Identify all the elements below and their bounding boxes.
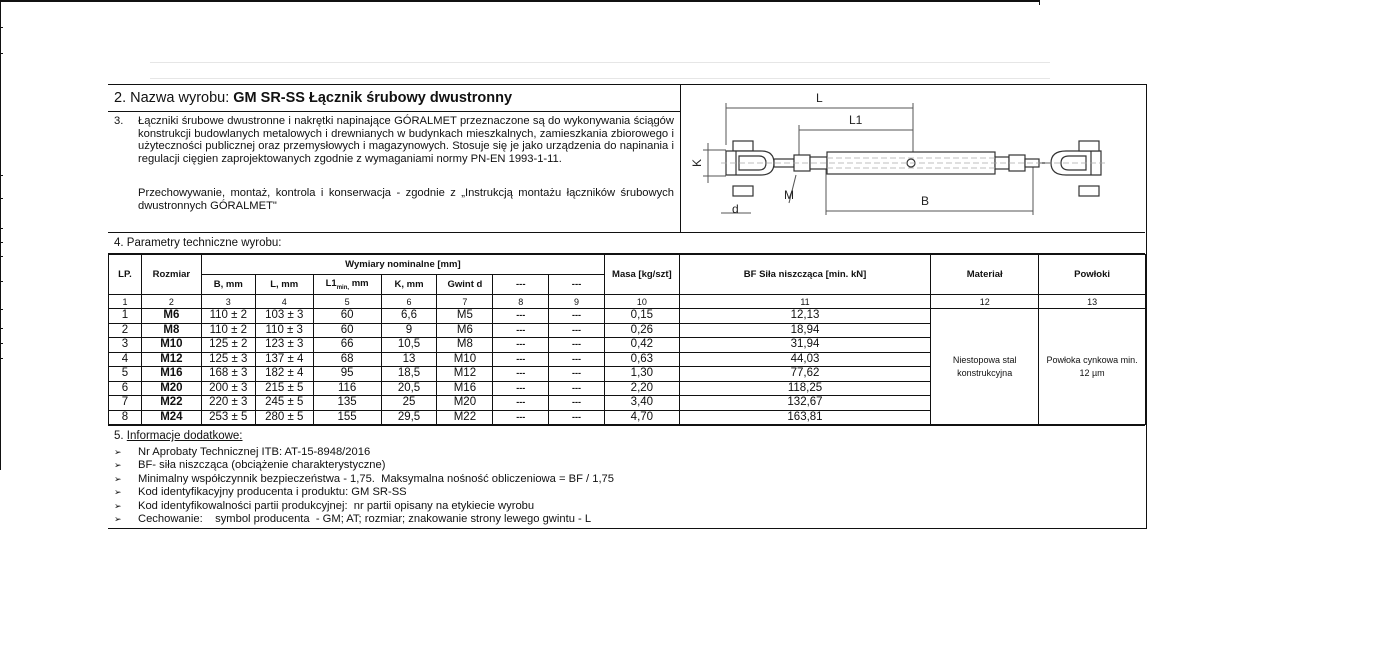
cell-lp: 7 xyxy=(109,396,142,411)
cell-b: 168 ± 3 xyxy=(201,367,255,382)
arrowhead-bullet-icon: ➢ xyxy=(114,500,122,511)
cell-col8: --- xyxy=(493,396,549,411)
product-name-section xyxy=(108,85,680,112)
left-tick xyxy=(0,309,3,310)
cell-col8: --- xyxy=(493,367,549,382)
left-tick xyxy=(0,27,3,28)
cell-lp: 2 xyxy=(109,323,142,338)
header-coating: Powłoki xyxy=(1039,255,1146,295)
product-name: GM SR-SS Łącznik śrubowy dwustronny xyxy=(233,90,513,106)
cell-size: M24 xyxy=(141,410,201,425)
header-size: Rozmiar xyxy=(141,255,201,295)
cell-mass: 2,20 xyxy=(604,381,679,396)
cell-bf: 31,94 xyxy=(679,338,930,353)
info-list-item xyxy=(108,459,614,472)
cell-l1: 60 xyxy=(313,309,381,324)
cell-size: M6 xyxy=(141,309,201,324)
cell-mass: 0,26 xyxy=(604,323,679,338)
header-mass: Masa [kg/szt] xyxy=(604,255,679,295)
cell-col9: --- xyxy=(549,410,605,425)
cell-mass: 0,42 xyxy=(604,338,679,353)
cell-lp: 6 xyxy=(109,381,142,396)
header-col9: --- xyxy=(549,275,605,295)
cell-mass: 0,63 xyxy=(604,352,679,367)
column-number: 5 xyxy=(313,295,381,309)
faint-scan-line xyxy=(150,78,1050,79)
section-title: 4. Parametry techniczne wyrobu: xyxy=(114,237,282,249)
cell-thread: M6 xyxy=(437,323,493,338)
page-left-border xyxy=(0,0,1,470)
cell-col9: --- xyxy=(549,338,605,353)
cell-l1: 155 xyxy=(313,410,381,425)
cell-l: 215 ± 5 xyxy=(255,381,313,396)
turnbuckle-drawing xyxy=(681,85,1145,232)
info-text: Kod identyfikowalności partii produkcyjnej: nr partii opisany na etykiecie wyrobu xyxy=(138,499,535,512)
cell-size: M12 xyxy=(141,352,201,367)
info-list-item xyxy=(108,513,614,526)
header-thread: Gwint d xyxy=(437,275,493,295)
cell-bf: 118,25 xyxy=(679,381,930,396)
left-tick xyxy=(0,358,3,359)
table-header-row xyxy=(109,255,1146,275)
header-l1-sub: min, xyxy=(336,284,350,291)
cell-k: 20,5 xyxy=(381,381,437,396)
left-tick xyxy=(0,256,3,257)
cell-col8: --- xyxy=(493,338,549,353)
cell-col8: --- xyxy=(493,309,549,324)
cell-b: 200 ± 3 xyxy=(201,381,255,396)
cell-size: M20 xyxy=(141,381,201,396)
section-title-text: Informacje dodatkowe: xyxy=(126,430,243,442)
header-l1-unit: mm xyxy=(349,278,369,290)
cell-size: M8 xyxy=(141,323,201,338)
right-nut xyxy=(1079,186,1099,196)
cell-k: 13 xyxy=(381,352,437,367)
cell-mass: 3,40 xyxy=(604,396,679,411)
arrowhead-bullet-icon: ➢ xyxy=(114,513,122,524)
cell-lp: 4 xyxy=(109,352,142,367)
technical-parameters-section xyxy=(108,232,1145,254)
arrowhead-bullet-icon: ➢ xyxy=(114,487,122,498)
left-bolt-head xyxy=(733,141,753,151)
cell-l: 280 ± 5 xyxy=(255,410,313,425)
left-tick xyxy=(0,228,3,229)
storage-paragraph: Przechowywanie, montaż, kontrola i konserwacja - zgodnie z „Instrukcją montażu łączników śrubowych dwustronnych GÓRALMET" xyxy=(138,187,674,212)
info-list-item xyxy=(108,486,614,499)
cell-l1: 60 xyxy=(313,323,381,338)
header-material: Materiał xyxy=(931,255,1039,295)
cell-l: 123 ± 3 xyxy=(255,338,313,353)
cell-l1: 68 xyxy=(313,352,381,367)
product-name-prefix: 2. Nazwa wyrobu: xyxy=(114,90,234,106)
column-number: 3 xyxy=(201,295,255,309)
cell-l: 182 ± 4 xyxy=(255,367,313,382)
cell-b: 220 ± 3 xyxy=(201,396,255,411)
label-K: K xyxy=(690,158,704,167)
cell-size: M16 xyxy=(141,367,201,382)
cell-l1: 135 xyxy=(313,396,381,411)
faint-scan-line xyxy=(150,62,1050,63)
cell-thread: M22 xyxy=(437,410,493,425)
arrowhead-bullet-icon: ➢ xyxy=(114,447,122,457)
info-text: Cechowanie: symbol producenta - GM; AT; rozmiar; znakowanie strony lewego gwintu - L xyxy=(138,512,592,525)
cell-bf: 77,62 xyxy=(679,367,930,382)
column-number: 10 xyxy=(604,295,679,309)
section-number: 3. xyxy=(114,115,124,127)
cell-k: 25 xyxy=(381,396,437,411)
parameters-table xyxy=(108,254,1146,425)
cell-b: 253 ± 5 xyxy=(201,410,255,425)
cell-col8: --- xyxy=(493,381,549,396)
product-description-section xyxy=(108,112,680,232)
cell-col9: --- xyxy=(549,396,605,411)
cell-thread: M20 xyxy=(437,396,493,411)
cell-mass: 0,15 xyxy=(604,309,679,324)
cell-size: M10 xyxy=(141,338,201,353)
header-k: K, mm xyxy=(381,275,437,295)
table-row xyxy=(109,309,1146,324)
cell-lp: 5 xyxy=(109,367,142,382)
cell-b: 125 ± 3 xyxy=(201,352,255,367)
cell-size: M22 xyxy=(141,396,201,411)
cell-k: 9 xyxy=(381,323,437,338)
header-l: L, mm xyxy=(255,275,313,295)
cell-bf: 163,81 xyxy=(679,410,930,425)
section-title xyxy=(114,430,243,442)
left-tick xyxy=(0,53,3,54)
product-sheet xyxy=(108,84,1147,529)
info-list-item xyxy=(108,473,614,486)
column-number: 8 xyxy=(493,295,549,309)
column-number: 12 xyxy=(931,295,1039,309)
cell-thread: M8 xyxy=(437,338,493,353)
cell-bf: 12,13 xyxy=(679,309,930,324)
header-col8: --- xyxy=(493,275,549,295)
cell-k: 10,5 xyxy=(381,338,437,353)
info-list xyxy=(108,446,614,526)
cell-k: 18,5 xyxy=(381,367,437,382)
cell-l: 245 ± 5 xyxy=(255,396,313,411)
left-tick xyxy=(0,198,3,199)
cell-mass: 4,70 xyxy=(604,410,679,425)
header-dimensions: Wymiary nominalne [mm] xyxy=(201,255,604,275)
section-number: 5. xyxy=(114,430,127,442)
label-B: B xyxy=(921,194,930,208)
info-text: Kod identyfikacyjny producenta i produktu: GM SR-SS xyxy=(138,486,407,499)
additional-info-section xyxy=(108,425,1145,531)
cell-l1: 95 xyxy=(313,367,381,382)
cell-k: 6,6 xyxy=(381,309,437,324)
cell-col8: --- xyxy=(493,410,549,425)
header-l1-main: L1 xyxy=(325,278,337,290)
info-list-item xyxy=(108,500,614,513)
cell-k: 29,5 xyxy=(381,410,437,425)
column-number: 11 xyxy=(679,295,930,309)
cell-l: 137 ± 4 xyxy=(255,352,313,367)
cell-thread: M16 xyxy=(437,381,493,396)
info-list-item xyxy=(108,446,614,459)
cell-b: 110 ± 2 xyxy=(201,309,255,324)
cell-thread: M12 xyxy=(437,367,493,382)
left-tick xyxy=(0,175,3,176)
turnbuckle-technical-drawing xyxy=(681,85,1145,232)
cell-col8: --- xyxy=(493,352,549,367)
label-d: d xyxy=(732,202,739,216)
cell-l1: 66 xyxy=(313,338,381,353)
cell-col9: --- xyxy=(549,309,605,324)
cell-thread: M5 xyxy=(437,309,493,324)
cell-l1: 116 xyxy=(313,381,381,396)
page-top-border-tick xyxy=(1039,0,1040,5)
cell-bf: 132,67 xyxy=(679,396,930,411)
header-lp: LP. xyxy=(109,255,142,295)
cell-col9: --- xyxy=(549,352,605,367)
label-L: L xyxy=(816,91,823,105)
cell-thread: M10 xyxy=(437,352,493,367)
column-number-row xyxy=(109,295,1146,309)
left-tick xyxy=(0,242,3,243)
page-top-border xyxy=(0,0,1040,2)
column-number: 1 xyxy=(109,295,142,309)
label-M: M xyxy=(784,188,794,202)
cell-lp: 1 xyxy=(109,309,142,324)
left-tick xyxy=(0,281,3,282)
right-bolt-head xyxy=(1079,141,1099,151)
info-text: BF- siła niszcząca (obciążenie charakterystyczne) xyxy=(138,459,386,472)
material-value: Niestopowa stal konstrukcyjna xyxy=(931,309,1039,425)
header-bf: BF Siła niszcząca [min. kN] xyxy=(679,255,930,295)
label-L1: L1 xyxy=(849,113,863,127)
cell-mass: 1,30 xyxy=(604,367,679,382)
column-number: 9 xyxy=(549,295,605,309)
column-number: 7 xyxy=(437,295,493,309)
column-number: 13 xyxy=(1039,295,1146,309)
left-tick xyxy=(0,343,3,344)
cell-bf: 44,03 xyxy=(679,352,930,367)
description-paragraph: Łączniki śrubowe dwustronne i nakrętki napinające GÓRALMET przeznaczone są do wykonywania ściągów konstrukcji budowlanych metalowych i drewnianych w budynkach mieszkalnych, zamieszkania zbiorowego i użyteczności publicznej oraz przemysłowych i magazynowych. Stosuje się je jako urządzenia do napinania i regulacji cięgien zaprojektowanych zgodnie z wymaganiami normy PN-EN 1993-1-11. xyxy=(138,115,674,165)
info-text: Nr Aprobaty Technicznej ITB: AT-15-8948/2016 xyxy=(138,446,371,458)
cell-col9: --- xyxy=(549,381,605,396)
cell-lp: 3 xyxy=(109,338,142,353)
arrowhead-bullet-icon: ➢ xyxy=(114,473,122,484)
cell-b: 110 ± 2 xyxy=(201,323,255,338)
cell-col8: --- xyxy=(493,323,549,338)
header-l1 xyxy=(313,275,381,295)
coating-value: Powłoka cynkowa min. 12 µm xyxy=(1039,309,1146,425)
column-number: 2 xyxy=(141,295,201,309)
cell-col9: --- xyxy=(549,367,605,382)
cell-l: 110 ± 3 xyxy=(255,323,313,338)
arrowhead-bullet-icon: ➢ xyxy=(114,460,122,471)
column-number: 4 xyxy=(255,295,313,309)
product-name-line xyxy=(114,90,512,106)
header-b: B, mm xyxy=(201,275,255,295)
info-text: Minimalny współczynnik bezpieczeństwa - 1,75. Maksymalna nośność obliczeniowa = BF / 1,75 xyxy=(138,472,614,485)
cell-b: 125 ± 2 xyxy=(201,338,255,353)
cell-l: 103 ± 3 xyxy=(255,309,313,324)
cell-bf: 18,94 xyxy=(679,323,930,338)
cell-col9: --- xyxy=(549,323,605,338)
left-nut xyxy=(733,186,753,196)
column-number: 6 xyxy=(381,295,437,309)
cell-lp: 8 xyxy=(109,410,142,425)
left-tick xyxy=(0,328,3,329)
